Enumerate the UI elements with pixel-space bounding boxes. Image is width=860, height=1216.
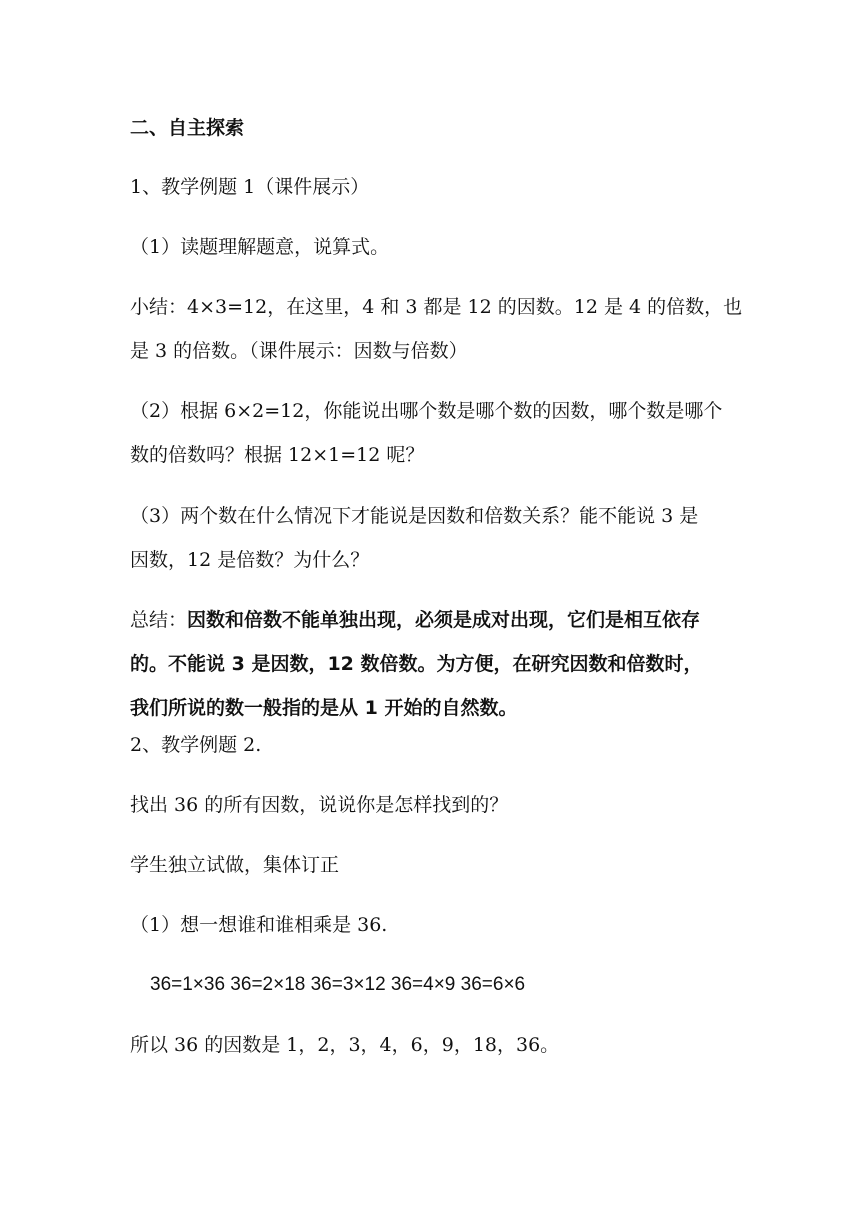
conclusion-label: 总结： [130,609,188,631]
example1-step2 [130,389,740,477]
example2-title: 2、教学例题 2. [130,734,262,756]
example1-title: 1、教学例题 1（课件展示） [130,176,370,198]
example1-summary [130,285,743,373]
step3-line-2: 因数，12 是倍数？为什么？ [130,549,370,571]
example2-question: 找出 36 的所有因数，说说你是怎样找到的？ [130,794,509,816]
conclusion-line-2: 的。不能说 3 是因数，12 数倍数。为方便，在研究因数和倍数时， [130,653,703,675]
step2-line-2: 数的倍数吗？根据 12×1=12 呢？ [130,444,425,466]
step3-line-1: （3）两个数在什么情况下才能说是因数和倍数关系？能不能说 3 是 [130,505,699,527]
example2-equations: 36=1×36 36=2×18 36=3×12 36=4×9 36=6×6 [150,974,526,995]
example1-step3 [130,494,740,582]
conclusion-line-3: 我们所说的数一般指的是从 1 开始的自然数。 [130,697,518,719]
conclusion-text-1: 因数和倍数不能单独出现，必须是成对出现，它们是相互依存 [187,609,701,631]
example2-instruction: 学生独立试做，集体订正 [130,854,340,876]
example1-step1: （1）读题理解题意，说算式。 [130,236,390,258]
summary-line-1: 小结：4×3=12，在这里，4 和 3 都是 12 的因数。12 是 4 的倍数，也 [130,296,743,318]
summary-line-2: 是 3 的倍数。（课件展示：因数与倍数） [130,340,468,362]
step2-line-1: （2）根据 6×2=12，你能说出哪个数是哪个数的因数，哪个数是哪个 [130,400,723,422]
section-heading: 二、自主探索 [130,117,245,139]
example2-step1: （1）想一想谁和谁相乘是 36. [130,914,388,936]
example1-conclusion [130,598,740,730]
example2-answer: 所以 36 的因数是 1，2，3，4，6，9，18，36。 [130,1034,560,1056]
conclusion-line-1 [130,598,740,642]
